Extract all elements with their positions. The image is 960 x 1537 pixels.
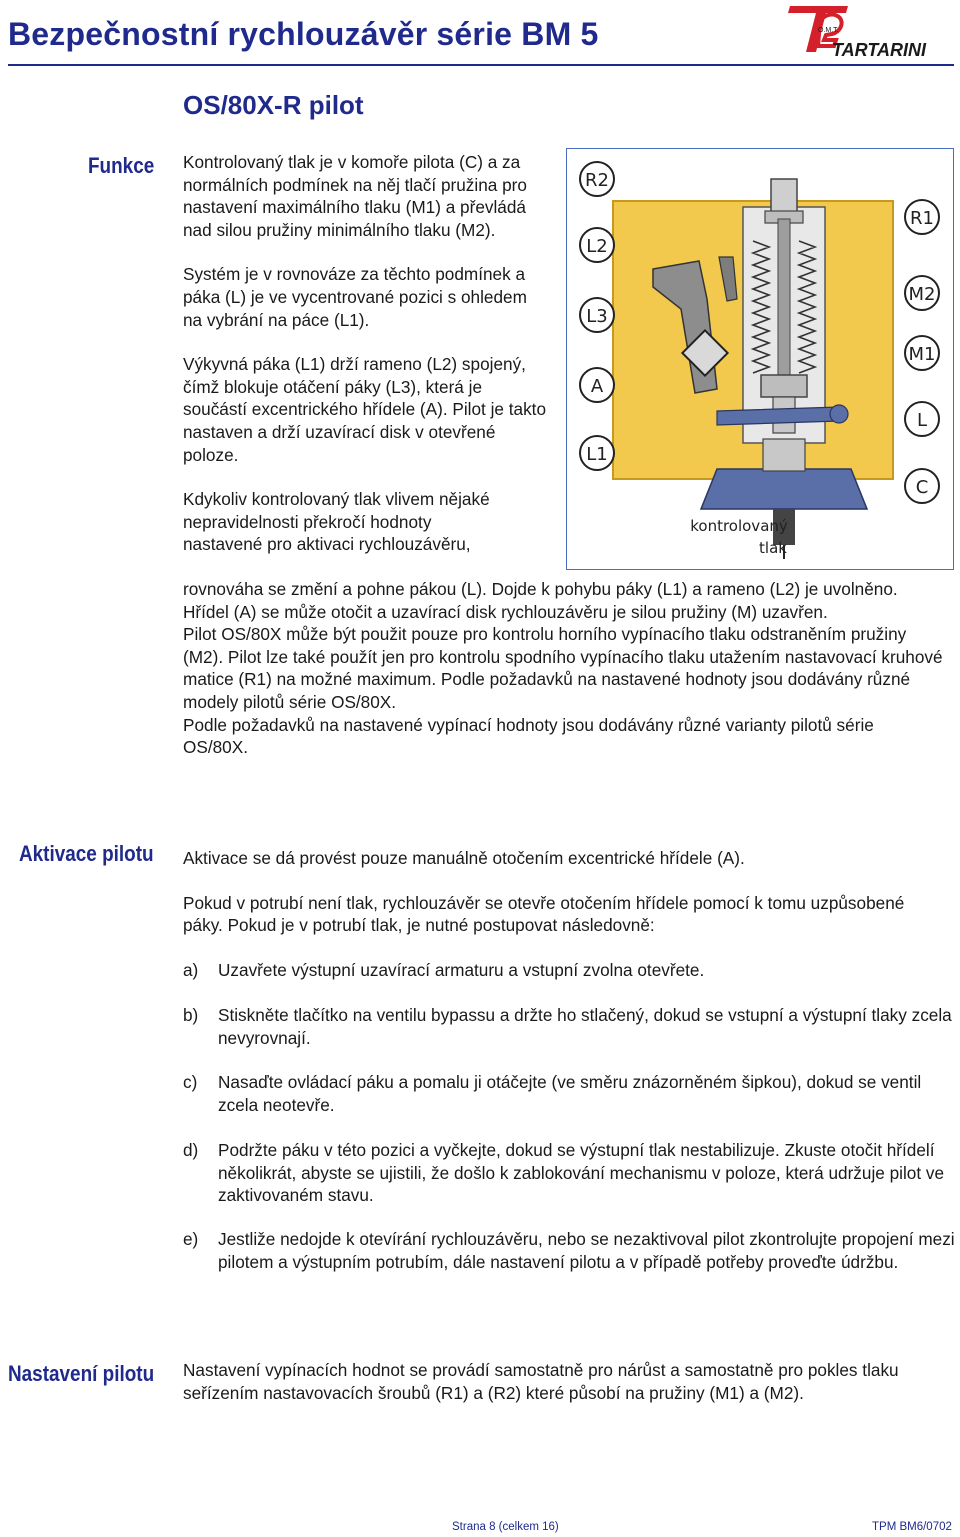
funkce-paragraph-4-start (183, 488, 548, 556)
header-divider (8, 64, 954, 66)
nastaveni-paragraph: Nastavení vypínacích hodnot se provádí samostatně pro nárůst a samostatně pro pokles tlaku seřízením nastavovacích šroubů (R1) a (R2) které působí na pružiny (M1) a (M2). (183, 1360, 899, 1403)
list-text: Nasaďte ovládací páku a pomalu ji otáčejte (ve směru znázorněném šipkou), dokud se ventil zcela neotevře. (218, 1072, 922, 1115)
pilot-illustration (567, 149, 952, 568)
list-letter: e) (183, 1229, 199, 1249)
label-r2: R2 (585, 170, 609, 191)
label-l1: L1 (586, 444, 608, 465)
list-letter: a) (183, 960, 199, 980)
label-a: A (590, 376, 604, 397)
pilot-diagram (566, 148, 954, 570)
logo-subtext: O.M.T. (818, 27, 839, 34)
document-code: TPM BM6/0702 (872, 1521, 952, 1533)
list-letter: d) (183, 1140, 199, 1160)
funkce-paragraph-5: Pilot OS/80X může být použit pouze pro kontrolu horního vypínacího tlaku odstraněním pružiny (M2). Pilot lze také použít jen pro kontrolu spodního vypínacího tlaku utažením nastavovací kruhové matice (R1) na možné maximum. Podle požadavků na nastavené hodnoty jsou dodávány různé modely pilotů série OS/80X. (183, 624, 943, 712)
label-r1: R1 (910, 208, 934, 229)
page-number: Strana 8 (celkem 16) (452, 1521, 559, 1533)
caption-line-1: kontrolovaný (690, 517, 788, 535)
label-l3: L3 (586, 306, 608, 327)
list-letter: b) (183, 1005, 199, 1025)
logo-text: TARTARINI (832, 40, 926, 60)
text-line: Kdykoliv kontrolovaný tlak vlivem nějaké (183, 489, 490, 510)
text-line: nastavené pro aktivaci rychlouzávěru, (183, 534, 471, 555)
label-funkce: Funkce (88, 153, 155, 178)
label-nastaveni: Nastavení pilotu (8, 1361, 155, 1386)
list-item-e (183, 1228, 958, 1273)
list-item-a (183, 959, 958, 982)
list-text: Jestliže nedojde k otevírání rychlouzávěru, nebo se nezaktivoval pilot zkontrolujte propojení mezi pilotem a výstupním potrubím, dále nastavení pilotu a v případě potřeby proveďte údržbu. (218, 1229, 955, 1272)
funkce-full-column (183, 578, 943, 759)
list-text: Stiskněte tlačítko na ventilu bypassu a držte ho stlačený, dokud se vstupní a výstupní tlaky zcela nevyrovnají. (218, 1005, 952, 1048)
list-text: Uzavřete výstupní uzavírací armaturu a vstupní zvolna otevřete. (218, 960, 705, 980)
aktivace-paragraph-2: Pokud v potrubí není tlak, rychlouzávěr se otevře otočením hřídele pomocí k tomu uzpůsobené páky. Pokud je v potrubí tlak, je nutné postupovat následovně: (183, 892, 905, 936)
label-m2: M2 (908, 284, 936, 305)
section-subtitle: OS/80X-R pilot (183, 90, 364, 120)
tartarini-logo (776, 4, 952, 62)
label-l2: L2 (586, 236, 608, 257)
funkce-paragraph-2: Systém je v rovnováze za těchto podmínek a páka (L) je ve vycentrované pozici s ohledem na vybrání na páce (L1). (183, 264, 527, 330)
page-title: Bezpečnostní rychlouzávěr série BM 5 (8, 16, 599, 52)
list-item-d (183, 1139, 958, 1207)
funkce-paragraph-4-rest: rovnováha se změní a pohne pákou (L). Dojde k pohybu páky (L1) a rameno (L2) je uvolněno. Hřídel (A) se může otočit a uzavírací disk rychlouzávěru je silou pružiny (M) uzavřen. (183, 579, 898, 622)
label-m1: M1 (908, 344, 936, 365)
funkce-top-column (183, 151, 548, 556)
list-text: Podržte páku v této pozici a vyčkejte, dokud se výstupní tlak nestabilizuje. Zkuste otočit hřídelí několikrát, abyste se ujistili, že došlo k zablokování mechanismu v poloze, která udržuje pilot ve zaktivovaném stavu. (218, 1140, 945, 1206)
caption-line-2: tlak (759, 539, 787, 557)
label-l: L (916, 410, 928, 431)
list-letter: c) (183, 1072, 198, 1092)
list-item-b (183, 1004, 958, 1049)
aktivace-paragraph-1: Aktivace se dá provést pouze manuálně otočením excentrické hřídele (A). (183, 848, 745, 868)
funkce-paragraph-6: Podle požadavků na nastavené vypínací hodnoty jsou dodávány různé varianty pilotů série OS/80X. (183, 714, 874, 758)
aktivace-intro (183, 847, 948, 959)
list-item-c (183, 1071, 958, 1116)
funkce-paragraph-1: Kontrolovaný tlak je v komoře pilota (C) a za normálních podmínek na něj tlačí pružina pro nastavení maximálního tlaku (M1) a převládá nad silou pružiny minimálního tlaku (M2). (183, 152, 527, 240)
funkce-paragraph-3: Výkyvná páka (L1) drží rameno (L2) spojený, čímž blokuje otáčení páky (L3), která je součástí excentrického hřídele (A). Pilot je takto nastaven a drží uzavírací disk v otevřené poloze. (183, 354, 547, 465)
label-c: C (915, 477, 929, 498)
label-aktivace: Aktivace pilotu (19, 841, 154, 866)
text-line: nepravidelnosti překročí hodnoty (183, 511, 432, 532)
